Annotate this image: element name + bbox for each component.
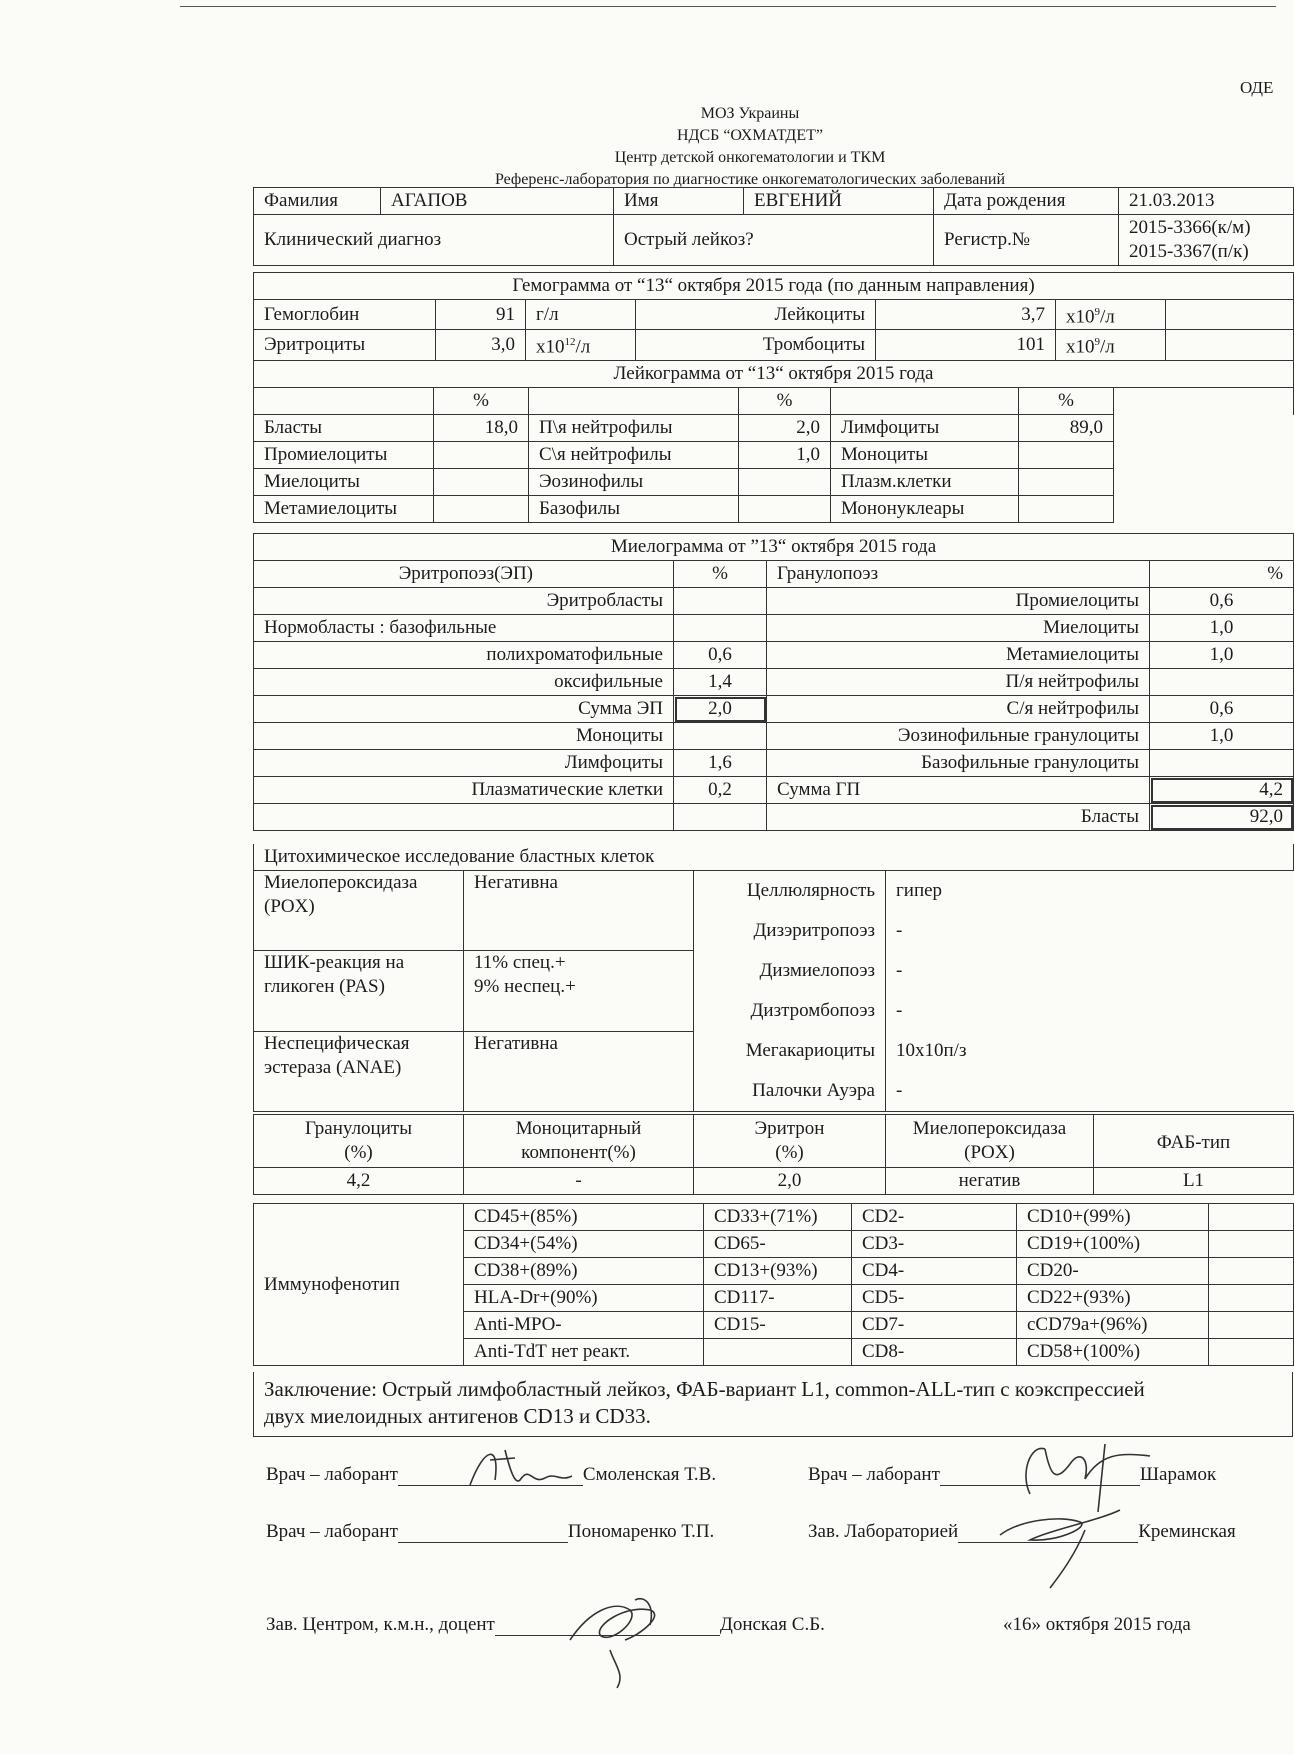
dyserythropoiesis-value: - <box>896 920 903 941</box>
fab-value: L1 <box>1094 1168 1294 1195</box>
role-label: Врач – лаборант <box>808 1464 940 1485</box>
leukocytes-label: Лейкоциты <box>636 300 876 330</box>
marker-cell: CD20- <box>1017 1258 1209 1285</box>
surname-label: Фамилия <box>254 188 381 215</box>
dob-label: Дата рождения <box>934 188 1119 215</box>
myelo-right-value: 1,0 <box>1150 615 1294 642</box>
myelo-right-label: П/я нейтрофилы <box>767 669 1150 696</box>
signer-name: Шарамок <box>1139 1464 1217 1485</box>
leuko-cell-value <box>1019 496 1114 523</box>
cytochemistry-title: Цитохимическое исследование бластных клеток <box>254 844 1294 871</box>
table-row <box>254 669 1294 696</box>
myelo-left-value: 0,6 <box>674 642 767 669</box>
marker-cell: HLA-Dr+(90%) <box>464 1285 704 1312</box>
registry-value-2: 2015-3367(п/к) <box>1129 241 1249 262</box>
monocytic-header: Моноцитарный компонент(%) <box>464 1115 694 1168</box>
leuko-cell-label: Моноциты <box>831 442 1019 469</box>
dysthrombopoiesis-label: Дизтромбопоэз <box>750 1000 875 1021</box>
leuko-cell-label: Базофилы <box>529 496 739 523</box>
myelo-left-value <box>674 804 767 831</box>
leukocytes-value: 3,7 <box>876 300 1056 330</box>
leukocytes-unit: $x10^9/л$ <box>1056 300 1166 330</box>
myelo-left-label: Эритробласты <box>254 588 674 615</box>
erythrocytes-value: 3,0 <box>436 330 526 360</box>
dysmyelopoiesis-value: - <box>896 960 903 981</box>
role-label: Врач – лаборант <box>266 1521 398 1542</box>
leuko-cell-value <box>434 496 529 523</box>
marker-cell: CD5- <box>852 1285 1017 1312</box>
erythro-pct-header: % <box>674 561 767 588</box>
leuko-cell-value <box>434 442 529 469</box>
myelo-left-value: 1,6 <box>674 750 767 777</box>
leuko-cell-label: Лимфоциты <box>831 415 1019 442</box>
erythron-value: 2,0 <box>694 1168 886 1195</box>
blasts-value: 92,0 <box>1150 804 1294 831</box>
myelo-left-value <box>674 723 767 750</box>
myelo-left-label: Плазматические клетки <box>254 777 674 804</box>
signer-name: Донская С.Б. <box>719 1614 825 1635</box>
leuko-cell-value: 2,0 <box>739 415 831 442</box>
signature-line-3 <box>266 1521 714 1543</box>
leuko-cell-label: Мононуклеары <box>831 496 1019 523</box>
role-label: Зав. Центром, к.м.н., доцент <box>266 1614 495 1635</box>
leuko-cell-label: Метамиелоциты <box>254 496 434 523</box>
hemoglobin-label: Гемоглобин <box>254 300 436 330</box>
leuko-cell-label: П\я нейтрофилы <box>529 415 739 442</box>
erythrocytes-label: Эритроциты <box>254 330 436 360</box>
leuko-cell-label: Миелоциты <box>254 469 434 496</box>
myelo-right-label: Миелоциты <box>767 615 1150 642</box>
header-ministry: МОЗ Украины <box>700 105 800 122</box>
table-row <box>254 615 1294 642</box>
myelo-right-value: 1,0 <box>1150 723 1294 750</box>
marker-cell <box>704 1339 852 1366</box>
myelo-left-value <box>674 615 767 642</box>
megakaryocytes-label: Мегакариоциты <box>745 1040 875 1061</box>
cellularity-value: гипер <box>896 880 943 901</box>
auer-rods-label: Палочки Ауэра <box>752 1080 875 1101</box>
platelets-value: 101 <box>876 330 1056 360</box>
pct-header-1: % <box>434 388 529 415</box>
myelo-right-label: Базофильные гранулоциты <box>767 750 1150 777</box>
hemoglobin-unit: г/л <box>526 300 636 330</box>
erythrocytes-unit: $x10^{12}/л$ <box>526 330 636 360</box>
myelo-left-label: полихроматофильные <box>254 642 674 669</box>
immunophenotype-label: Иммунофенотип <box>254 1204 464 1366</box>
registry-label: Регистр.№ <box>934 215 1119 266</box>
pas-value: 11% спец.+ 9% неспец.+ <box>464 951 694 1031</box>
pct-header-2: % <box>739 388 831 415</box>
erythron-header: Эритрон (%) <box>694 1115 886 1168</box>
leukogram-table <box>253 360 1294 523</box>
table-row <box>254 442 1294 469</box>
marker-cell: CD13+(93%) <box>704 1258 852 1285</box>
leuko-cell-value <box>1019 469 1114 496</box>
table-row <box>254 777 1294 804</box>
table-row <box>254 1204 1294 1231</box>
role-label: Врач – лаборант <box>266 1464 398 1485</box>
cellularity-label: Целлюлярность <box>746 880 875 901</box>
conclusion-line-2: двух миелоидных антигенов CD13 и CD33. <box>264 1404 651 1428</box>
myelo-right-label: Метамиелоциты <box>767 642 1150 669</box>
myelo-right-value: 0,6 <box>1150 588 1294 615</box>
marker-cell: CD15- <box>704 1312 852 1339</box>
myelo-right-value <box>1150 750 1294 777</box>
cyto-right-values <box>886 871 1294 1112</box>
blasts-label: Бласты <box>767 804 1150 831</box>
table-row <box>254 804 1294 831</box>
pox-label: Миелопероксидаза (POX) <box>254 871 464 951</box>
fab-header: ФАБ-тип <box>1094 1115 1294 1168</box>
myelo-left-label: Моноциты <box>254 723 674 750</box>
leuko-cell-value: 18,0 <box>434 415 529 442</box>
marker-cell: cCD79a+(96%) <box>1017 1312 1209 1339</box>
marker-cell: CD117- <box>704 1285 852 1312</box>
signature-line-5 <box>266 1614 825 1636</box>
marker-cell: CD4- <box>852 1258 1017 1285</box>
handwritten-signature-icon <box>990 1500 1130 1590</box>
erythropoiesis-header: Эритропоэз(ЭП) <box>254 561 674 588</box>
header-center: Центр детской онкогематологии и ТКМ <box>614 149 886 166</box>
myelo-right-value: 1,0 <box>1150 642 1294 669</box>
myelo-right-value <box>1150 669 1294 696</box>
leuko-cell-value <box>739 469 831 496</box>
registry-values <box>1119 215 1294 266</box>
corner-text: ОДЕ <box>1240 78 1274 97</box>
surname-value: АГАПОВ <box>381 188 614 215</box>
marker-cell: Anti-TdT нет реакт. <box>464 1339 704 1366</box>
conclusion <box>253 1372 1293 1437</box>
table-row <box>254 415 1294 442</box>
pox-header: Миелопероксидаза (POX) <box>886 1115 1094 1168</box>
leuko-cell-label: С\я нейтрофилы <box>529 442 739 469</box>
leuko-cell-value: 89,0 <box>1019 415 1114 442</box>
cyto-right-labels <box>694 871 886 1112</box>
marker-cell: CD65- <box>704 1231 852 1258</box>
signer-name: Креминская <box>1138 1521 1236 1542</box>
header-laboratory: Референс-лаборатория по диагностике онкогематологических заболеваний <box>494 171 1006 188</box>
myelo-left-label: оксифильные <box>254 669 674 696</box>
marker-cell: CD45+(85%) <box>464 1204 704 1231</box>
erythro-sum-value: 2,0 <box>674 696 767 723</box>
granulo-pct-header: % <box>1150 561 1294 588</box>
leukogram-title: Лейкограмма от “13“ октября 2015 года <box>254 361 1294 388</box>
hemoglobin-value: 91 <box>436 300 526 330</box>
myelo-left-label: Лимфоциты <box>254 750 674 777</box>
signature-date: «16» октября 2015 года <box>1003 1614 1191 1635</box>
pct-header-3: % <box>1019 388 1114 415</box>
myelo-left-value: 1,4 <box>674 669 767 696</box>
granulo-sum-label: Сумма ГП <box>767 777 1150 804</box>
pas-label: ШИК-реакция на гликоген (PAS) <box>254 951 464 1031</box>
granulo-sum-value: 4,2 <box>1150 777 1294 804</box>
table-row <box>254 642 1294 669</box>
cytochemistry-table <box>253 844 1294 1112</box>
table-row <box>254 750 1294 777</box>
myelo-right-value: 0,6 <box>1150 696 1294 723</box>
anae-value: Негативна <box>464 1031 694 1111</box>
immunophenotype-table <box>253 1203 1294 1366</box>
myelo-left-value <box>674 588 767 615</box>
megakaryocytes-value: 10x10п/з <box>896 1040 967 1061</box>
dob-value: 21.03.2013 <box>1119 188 1294 215</box>
registry-value-1: 2015-3366(к/м) <box>1129 217 1251 238</box>
marker-cell: CD2- <box>852 1204 1017 1231</box>
leuko-cell-label: Бласты <box>254 415 434 442</box>
patient-table <box>253 187 1294 266</box>
role-label: Зав. Лабораторией <box>808 1521 959 1542</box>
table-row <box>254 496 1294 523</box>
leuko-cell-value <box>434 469 529 496</box>
marker-cell: Anti-MPO- <box>464 1312 704 1339</box>
marker-cell: CD22+(93%) <box>1017 1285 1209 1312</box>
marker-cell: CD19+(100%) <box>1017 1231 1209 1258</box>
signer-name: Пономаренко Т.П. <box>567 1521 715 1542</box>
pox-summary-value: негатив <box>886 1168 1094 1195</box>
marker-cell: CD34+(54%) <box>464 1231 704 1258</box>
name-label: Имя <box>614 188 744 215</box>
hemogram-title: Гемограмма от “13“ октября 2015 года (по данным направления) <box>254 273 1294 300</box>
myelo-left-label: Нормобласты : базофильные <box>254 615 674 642</box>
leuko-cell-label: Промиелоциты <box>254 442 434 469</box>
anae-label: Неспецифическая эстераза (ANAE) <box>254 1031 464 1111</box>
myelo-left-label <box>254 804 674 831</box>
marker-cell: CD3- <box>852 1231 1017 1258</box>
table-row <box>254 469 1294 496</box>
granulopoiesis-header: Гранулопоэз <box>767 561 1150 588</box>
myelo-left-value: 0,2 <box>674 777 767 804</box>
platelets-unit: $x10^9/л$ <box>1056 330 1166 360</box>
handwritten-signature-icon <box>555 1580 685 1690</box>
name-value: ЕВГЕНИЙ <box>744 188 934 215</box>
header-hospital: НДСБ “ОХМАТДЕТ” <box>677 127 823 144</box>
leuko-cell-value: 1,0 <box>739 442 831 469</box>
marker-cell: CD33+(71%) <box>704 1204 852 1231</box>
myelo-right-label: Промиелоциты <box>767 588 1150 615</box>
marker-cell: CD58+(100%) <box>1017 1339 1209 1366</box>
leuko-cell-label: Эозинофилы <box>529 469 739 496</box>
dysthrombopoiesis-value: - <box>896 1000 903 1021</box>
table-row <box>254 696 1294 723</box>
summary-table <box>253 1114 1294 1195</box>
marker-cell: CD38+(89%) <box>464 1258 704 1285</box>
myelogram-table <box>253 533 1294 831</box>
auer-rods-value: - <box>896 1080 903 1101</box>
leuko-cell-value <box>1019 442 1114 469</box>
leuko-cell-value <box>739 496 831 523</box>
dysmyelopoiesis-label: Дизмиелопоэз <box>759 960 875 981</box>
myelo-right-label: Эозинофильные гранулоциты <box>767 723 1150 750</box>
marker-cell: CD10+(99%) <box>1017 1204 1209 1231</box>
dyserythropoiesis-label: Дизэритропоэз <box>753 920 875 941</box>
marker-cell: CD7- <box>852 1312 1017 1339</box>
hemogram-table <box>253 272 1294 361</box>
diagnosis-value: Острый лейкоз? <box>614 215 934 266</box>
platelets-label: Тромбоциты <box>636 330 876 360</box>
table-row <box>254 588 1294 615</box>
table-row <box>254 723 1294 750</box>
myelo-right-label: С/я нейтрофилы <box>767 696 1150 723</box>
granulocytes-header: Гранулоциты (%) <box>254 1115 464 1168</box>
myelo-left-label: Сумма ЭП <box>254 696 674 723</box>
marker-cell: CD8- <box>852 1339 1017 1366</box>
conclusion-line-1: Заключение: Острый лимфобластный лейкоз, ФАБ-вариант L1, common-ALL-тип с коэкспрессией <box>264 1377 1145 1401</box>
leuko-cell-label: Плазм.клетки <box>831 469 1019 496</box>
diagnosis-label: Клинический диагноз <box>254 215 614 266</box>
top-border-line <box>180 6 1276 7</box>
signer-name: Смоленская Т.В. <box>582 1464 717 1485</box>
myelogram-title: Миелограмма от ”13“ октября 2015 года <box>254 534 1294 561</box>
handwritten-signature-icon <box>460 1440 580 1500</box>
monocytic-value: - <box>464 1168 694 1195</box>
pox-value: Негативна <box>464 871 694 951</box>
granulocytes-value: 4,2 <box>254 1168 464 1195</box>
